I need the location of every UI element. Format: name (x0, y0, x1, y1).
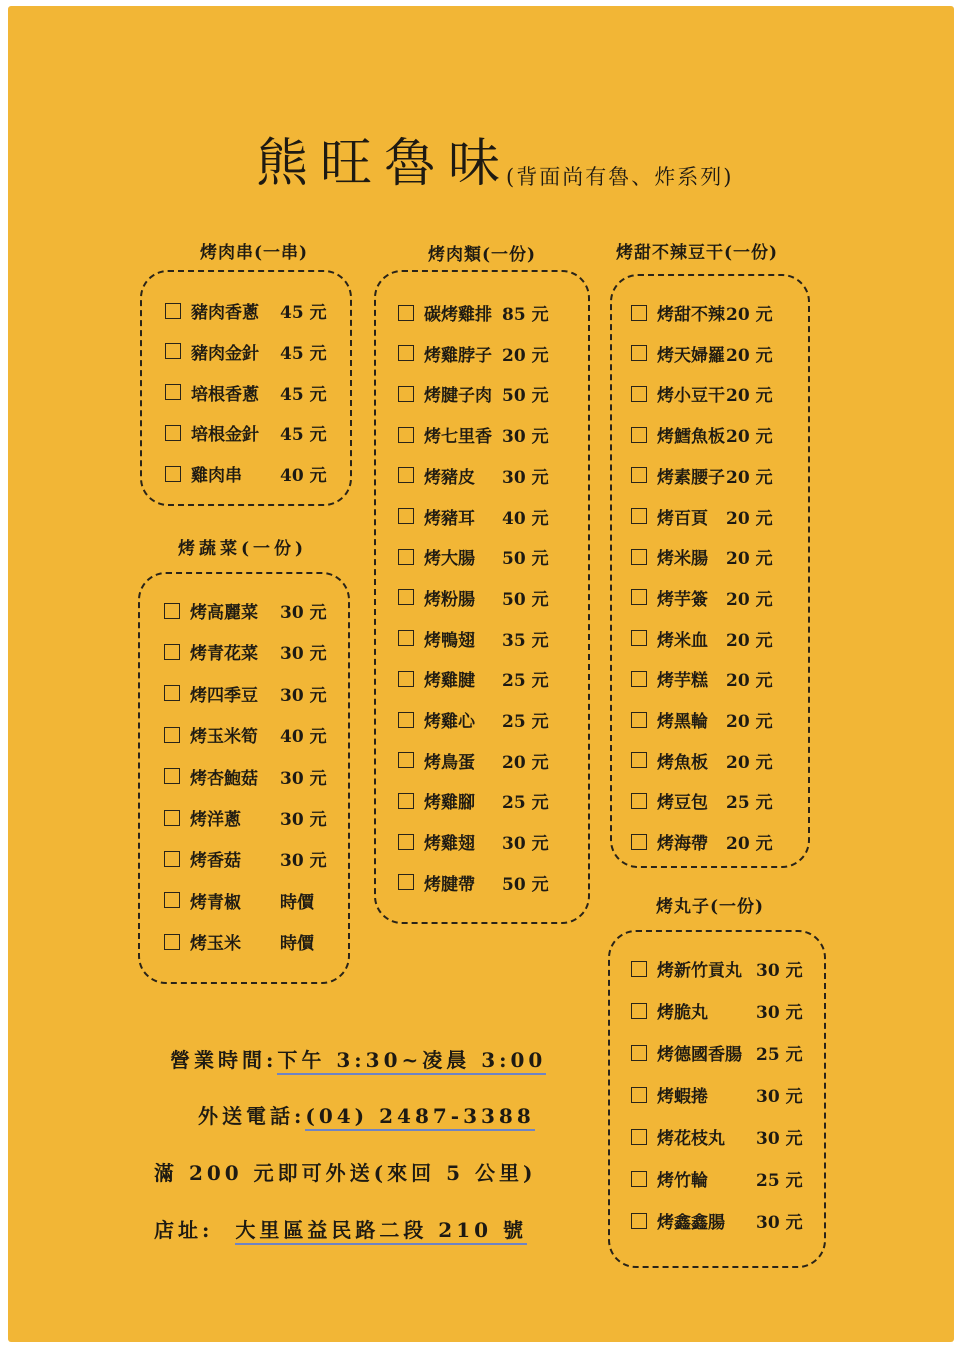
item-name: 烤鴨翅 (424, 630, 475, 651)
item-checkbox[interactable] (631, 793, 647, 809)
section-title-tofu: 烤甜不辣豆干(一份) (616, 243, 779, 263)
page-subtitle: (背面尚有魯、炸系列) (506, 165, 734, 189)
item-name: 雞肉串 (191, 466, 242, 487)
menu-item (398, 788, 562, 813)
item-checkbox[interactable] (631, 961, 647, 977)
address-value: 大里區益民路二段 210 號 (235, 1218, 527, 1245)
menu-item (631, 422, 786, 447)
item-checkbox[interactable] (631, 752, 647, 768)
item-name: 烤海帶 (657, 834, 708, 855)
item-name: 烤脆丸 (657, 1003, 708, 1023)
menu-item (631, 956, 816, 981)
item-price: 35 元 (502, 630, 549, 651)
item-checkbox[interactable] (631, 386, 647, 402)
menu-item (398, 341, 562, 366)
item-name: 烤鱈魚板 (657, 427, 725, 448)
item-checkbox[interactable] (398, 712, 414, 728)
menu-item (631, 504, 786, 529)
section-title-balls: 烤丸子(一份) (656, 897, 765, 917)
item-name: 烤竹輪 (657, 1171, 708, 1191)
item-checkbox[interactable] (164, 934, 180, 950)
item-checkbox[interactable] (631, 508, 647, 524)
item-checkbox[interactable] (165, 466, 181, 482)
item-price: 20 元 (726, 752, 773, 773)
item-name: 烤素腰子 (657, 467, 725, 488)
item-checkbox[interactable] (164, 727, 180, 743)
item-price: 20 元 (502, 345, 549, 366)
item-checkbox[interactable] (398, 752, 414, 768)
item-price: 25 元 (502, 712, 549, 732)
item-checkbox[interactable] (398, 467, 414, 483)
item-price: 25 元 (726, 793, 773, 814)
item-checkbox[interactable] (631, 467, 647, 483)
menu-item (398, 707, 562, 732)
item-price: 30 元 (502, 427, 549, 448)
menu-item (631, 1208, 816, 1233)
item-checkbox[interactable] (165, 425, 181, 441)
menu-item (164, 929, 340, 954)
item-name: 培根金針 (191, 425, 259, 446)
item-price: 45 元 (280, 384, 327, 405)
item-name: 烤米腸 (657, 549, 708, 570)
item-checkbox[interactable] (631, 630, 647, 646)
menu-item (398, 748, 562, 773)
item-price: 20 元 (726, 345, 773, 366)
item-name: 烤雞翅 (424, 834, 475, 855)
menu-item (631, 300, 786, 325)
item-price: 時價 (280, 892, 314, 913)
menu-item (164, 722, 340, 747)
item-name: 烤腱子肉 (424, 386, 492, 407)
item-checkbox[interactable] (398, 386, 414, 402)
item-name: 烤七里香 (424, 427, 492, 448)
item-checkbox[interactable] (164, 644, 180, 660)
item-checkbox[interactable] (398, 671, 414, 687)
menu-item (164, 639, 340, 664)
item-price: 40 元 (502, 508, 549, 529)
item-checkbox[interactable] (164, 851, 180, 867)
menu-item (631, 829, 786, 854)
item-name: 培根香蔥 (191, 384, 259, 405)
item-name: 烤雞心 (424, 712, 475, 732)
item-checkbox[interactable] (631, 1171, 647, 1187)
menu-item (398, 463, 562, 488)
item-price: 20 元 (726, 305, 773, 325)
menu-item (631, 1166, 816, 1191)
item-checkbox[interactable] (398, 630, 414, 646)
menu-item (398, 381, 562, 406)
item-name: 烤雞腳 (424, 793, 475, 814)
item-checkbox[interactable] (398, 508, 414, 524)
item-name: 烤蝦捲 (657, 1087, 708, 1107)
item-price: 50 元 (502, 589, 549, 610)
item-price: 20 元 (726, 386, 773, 407)
item-checkbox[interactable] (398, 874, 414, 890)
menu-item (165, 420, 340, 445)
item-name: 烤黑輪 (657, 712, 708, 732)
item-checkbox[interactable] (164, 810, 180, 826)
item-checkbox[interactable] (398, 793, 414, 809)
item-price: 30 元 (756, 1087, 803, 1107)
item-checkbox[interactable] (164, 892, 180, 908)
item-price: 20 元 (726, 630, 773, 651)
item-checkbox[interactable] (631, 1087, 647, 1103)
menu-item (164, 598, 340, 623)
item-name: 烤芋糕 (657, 671, 708, 692)
item-name: 烤德國香腸 (657, 1045, 742, 1065)
menu-item (398, 422, 562, 447)
item-name: 烤杏鮑菇 (190, 768, 258, 789)
item-checkbox[interactable] (398, 427, 414, 443)
item-price: 85 元 (502, 305, 549, 325)
delivery-phone-label: 外送電話: (198, 1104, 306, 1128)
item-checkbox[interactable] (631, 345, 647, 361)
menu-item (631, 788, 786, 813)
item-checkbox[interactable] (398, 834, 414, 850)
item-checkbox[interactable] (165, 303, 181, 319)
menu-item (631, 707, 786, 732)
item-name: 烤腱帶 (424, 874, 475, 895)
item-name: 烤雞脖子 (424, 345, 492, 366)
menu-item (631, 341, 786, 366)
item-name: 烤豆包 (657, 793, 708, 814)
item-checkbox[interactable] (631, 1045, 647, 1061)
item-checkbox[interactable] (165, 384, 181, 400)
item-name: 烤鳥蛋 (424, 752, 475, 773)
menu-item (398, 626, 562, 651)
page-title: 熊旺魯味 (256, 134, 513, 194)
business-hours (170, 1044, 546, 1073)
item-name: 碳烤雞排 (424, 305, 492, 325)
item-name: 烤高麗菜 (190, 603, 258, 623)
menu-item (631, 1124, 816, 1149)
menu-item (631, 1040, 816, 1065)
item-checkbox[interactable] (165, 343, 181, 359)
item-name: 烤豬皮 (424, 467, 475, 488)
item-price: 30 元 (756, 1213, 803, 1233)
item-price: 20 元 (726, 671, 773, 692)
menu-item (398, 504, 562, 529)
item-checkbox[interactable] (631, 1003, 647, 1019)
menu-item (398, 870, 562, 895)
item-name: 烤豬耳 (424, 508, 475, 529)
item-price: 25 元 (756, 1045, 803, 1065)
section-title-veg: 烤蔬菜(一份) (178, 539, 308, 559)
item-name: 烤芋簽 (657, 589, 708, 610)
menu-item (631, 585, 786, 610)
section-title-meat: 烤肉類(一份) (428, 245, 537, 265)
item-name: 烤青花菜 (190, 644, 258, 665)
item-checkbox[interactable] (398, 345, 414, 361)
address-label: 店址: (154, 1218, 214, 1242)
business-hours-value: 下午 3:30~凌晨 3:00 (277, 1048, 546, 1075)
item-name: 烤新竹貢丸 (657, 961, 742, 981)
item-price: 30 元 (280, 603, 327, 623)
item-price: 20 元 (726, 508, 773, 529)
item-price: 45 元 (280, 303, 327, 323)
menu-item (164, 805, 340, 830)
item-price: 50 元 (502, 874, 549, 895)
item-checkbox[interactable] (398, 305, 414, 321)
item-price: 時價 (280, 934, 314, 955)
item-name: 烤雞腱 (424, 671, 475, 692)
menu-item (164, 888, 340, 913)
item-price: 20 元 (726, 834, 773, 855)
item-name: 烤粉腸 (424, 589, 475, 610)
item-name: 烤青椒 (190, 892, 241, 913)
item-price: 30 元 (502, 467, 549, 488)
item-checkbox[interactable] (631, 834, 647, 850)
item-checkbox[interactable] (631, 712, 647, 728)
item-checkbox[interactable] (631, 1213, 647, 1229)
item-checkbox[interactable] (398, 589, 414, 605)
item-name: 烤花枝丸 (657, 1129, 725, 1149)
item-checkbox[interactable] (164, 685, 180, 701)
item-name: 烤大腸 (424, 549, 475, 570)
menu-sheet (8, 6, 954, 1342)
menu-item (164, 764, 340, 789)
item-name: 烤玉米 (190, 934, 241, 955)
business-hours-label: 營業時間: (170, 1048, 278, 1072)
menu-item (165, 298, 340, 323)
item-price: 25 元 (502, 671, 549, 692)
item-name: 豬肉金針 (191, 343, 259, 364)
item-price: 50 元 (502, 549, 549, 570)
menu-item (631, 463, 786, 488)
item-checkbox[interactable] (164, 603, 180, 619)
item-price: 30 元 (502, 834, 549, 855)
item-name: 烤魚板 (657, 752, 708, 773)
menu-item (631, 666, 786, 691)
item-name: 烤百頁 (657, 508, 708, 529)
item-checkbox[interactable] (631, 589, 647, 605)
item-name: 烤小豆干 (657, 386, 725, 407)
menu-item (165, 461, 340, 486)
item-checkbox[interactable] (631, 427, 647, 443)
item-price: 20 元 (502, 752, 549, 773)
item-price: 20 元 (726, 589, 773, 610)
item-price: 45 元 (280, 343, 327, 364)
menu-item (398, 829, 562, 854)
item-name: 烤玉米筍 (190, 727, 258, 748)
item-checkbox[interactable] (631, 549, 647, 565)
menu-item (164, 846, 340, 871)
item-price: 45 元 (280, 425, 327, 446)
item-price: 20 元 (726, 467, 773, 488)
section-title-skewer: 烤肉串(一串) (200, 243, 309, 263)
delivery-condition: 滿 200 元即可外送(來回 5 公里) (154, 1161, 537, 1185)
item-price: 40 元 (280, 727, 327, 748)
item-name: 烤四季豆 (190, 685, 258, 706)
item-price: 30 元 (280, 685, 327, 706)
item-price: 20 元 (726, 712, 773, 732)
item-name: 烤米血 (657, 630, 708, 651)
menu-item (631, 748, 786, 773)
item-checkbox[interactable] (631, 305, 647, 321)
menu-item (164, 681, 340, 706)
item-checkbox[interactable] (631, 671, 647, 687)
menu-item (631, 381, 786, 406)
item-checkbox[interactable] (631, 1129, 647, 1145)
item-name: 烤天婦羅 (657, 345, 725, 366)
item-price: 40 元 (280, 466, 327, 487)
item-price: 30 元 (280, 851, 327, 872)
item-price: 30 元 (756, 1129, 803, 1149)
item-price: 30 元 (280, 768, 327, 789)
item-price: 30 元 (280, 644, 327, 665)
delivery-phone (198, 1100, 535, 1129)
item-price: 20 元 (726, 427, 773, 448)
menu-item (398, 300, 562, 325)
item-name: 豬肉香蔥 (191, 303, 259, 323)
item-price: 30 元 (280, 810, 327, 830)
item-price: 20 元 (726, 549, 773, 570)
menu-item (398, 544, 562, 569)
menu-item (631, 1082, 816, 1107)
item-price: 50 元 (502, 386, 549, 407)
menu-item (165, 380, 340, 405)
item-name: 烤香菇 (190, 851, 241, 872)
header (256, 134, 733, 194)
delivery-phone-value: (04) 2487-3388 (305, 1104, 534, 1131)
menu-item (631, 998, 816, 1023)
address (154, 1214, 527, 1243)
item-price: 30 元 (756, 1003, 803, 1023)
menu-item (398, 666, 562, 691)
item-name: 烤洋蔥 (190, 810, 241, 830)
menu-item (631, 544, 786, 569)
item-price: 25 元 (502, 793, 549, 814)
item-name: 烤鑫鑫腸 (657, 1213, 725, 1233)
item-checkbox[interactable] (164, 768, 180, 784)
item-checkbox[interactable] (398, 549, 414, 565)
menu-item (631, 626, 786, 651)
item-name: 烤甜不辣 (657, 305, 725, 325)
item-price: 25 元 (756, 1171, 803, 1191)
menu-item (165, 339, 340, 364)
item-price: 30 元 (756, 961, 803, 981)
menu-item (398, 585, 562, 610)
